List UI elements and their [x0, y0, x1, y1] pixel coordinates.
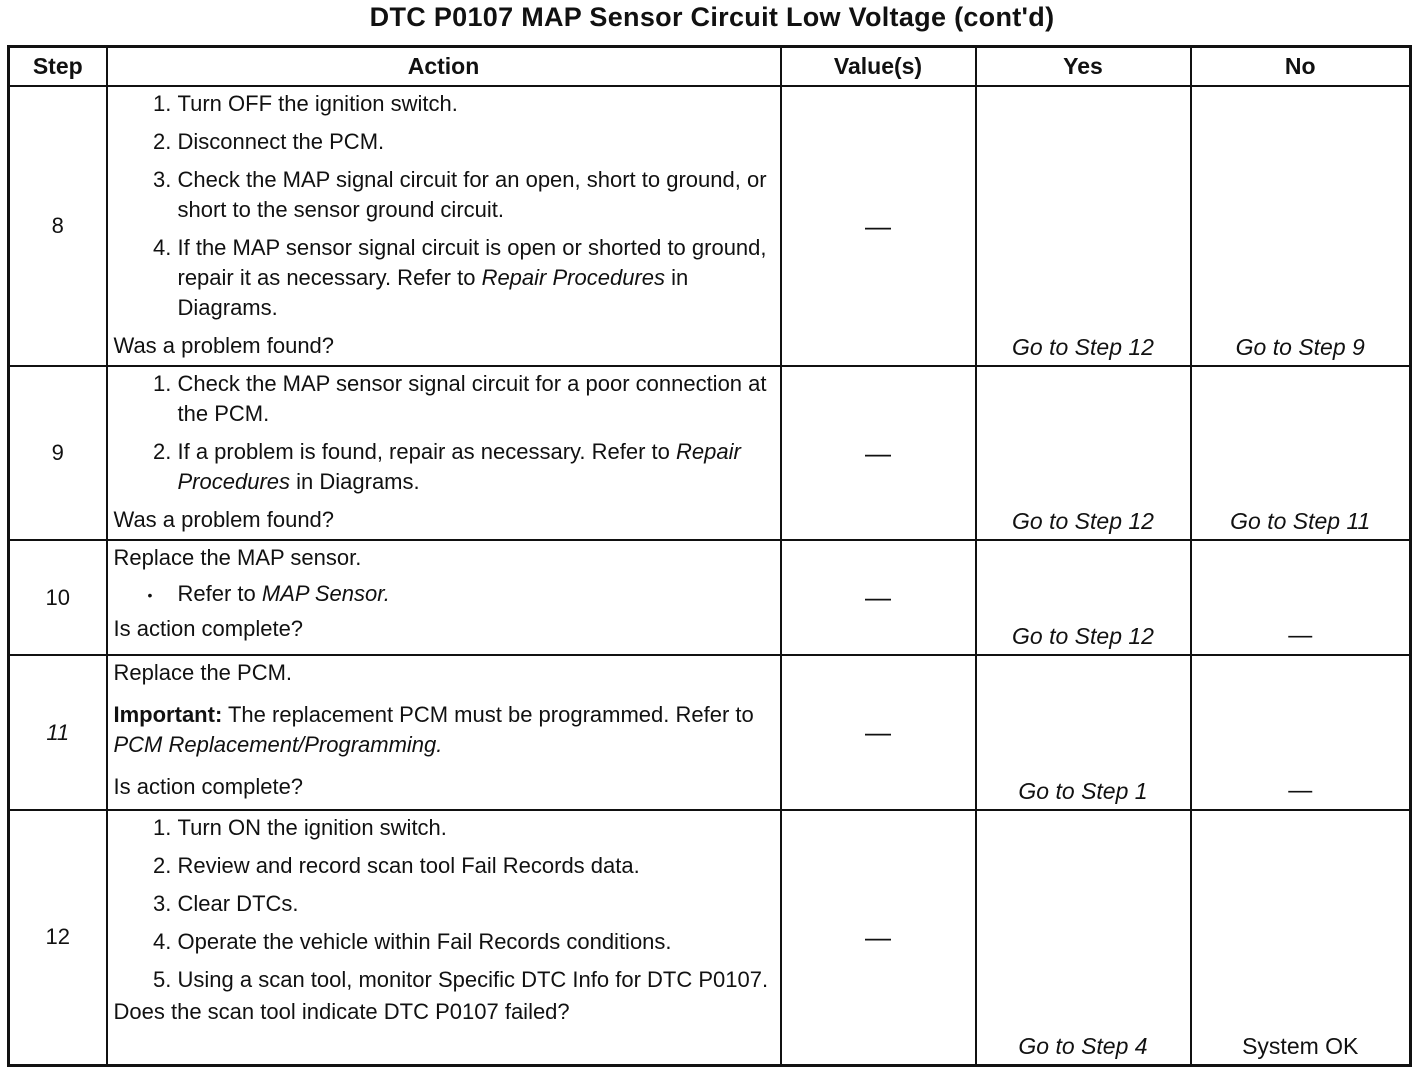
no-cell: —	[1191, 655, 1411, 810]
action-bullet-list	[114, 579, 774, 610]
action-steps-list	[114, 813, 774, 995]
value-cell: —	[781, 810, 976, 1065]
action-cell	[107, 366, 781, 540]
step-number: 8	[9, 86, 107, 366]
header-action: Action	[107, 47, 781, 87]
header-no: No	[1191, 47, 1411, 87]
important-label: Important:	[113, 702, 223, 727]
yes-cell: Go to Step 12	[976, 86, 1191, 366]
action-steps-list	[114, 89, 774, 323]
action-intro: Replace the PCM.	[113, 660, 293, 685]
list-item	[178, 437, 774, 497]
no-cell: System OK	[1191, 810, 1411, 1065]
step-number: 9	[9, 366, 107, 540]
action-question: Does the scan tool indicate DTC P0107 failed?	[113, 999, 570, 1024]
header-yes: Yes	[976, 47, 1191, 87]
step-number: 10	[9, 540, 107, 655]
value-cell: —	[781, 86, 976, 366]
value-cell: —	[781, 540, 976, 655]
list-item: 4. Operate the vehicle within Fail Records conditions.	[178, 927, 774, 957]
list-item-text: If the MAP sensor signal circuit is open or shorted to ground, repair it as necessary. Refer to	[177, 235, 767, 290]
table-row-step-12	[9, 810, 1411, 1065]
list-item	[178, 233, 774, 323]
table-row-step-10	[9, 540, 1411, 655]
list-item-tail: in Diagrams.	[177, 265, 689, 320]
reference-link-text: Repair Procedures	[177, 439, 741, 494]
yes-cell: Go to Step 1	[976, 655, 1191, 810]
reference-link-text: Repair Procedures	[481, 265, 665, 290]
action-question: Is action complete?	[113, 774, 304, 799]
diagnostic-table	[7, 45, 1412, 1067]
value-cell: —	[781, 366, 976, 540]
no-cell: Go to Step 9	[1191, 86, 1411, 366]
action-question: Was a problem found?	[113, 507, 335, 532]
action-cell	[107, 655, 781, 810]
list-item: 3. Check the MAP signal circuit for an open, short to ground, or short to the sensor ground circuit.	[178, 165, 774, 225]
action-intro: Replace the MAP sensor.	[113, 545, 362, 570]
header-step: Step	[9, 47, 107, 87]
list-item: 2. Review and record scan tool Fail Records data.	[178, 851, 774, 881]
action-cell	[107, 540, 781, 655]
reference-link-text: MAP Sensor.	[261, 581, 390, 606]
action-steps-list	[114, 369, 774, 497]
table-row-step-8	[9, 86, 1411, 366]
table-header-row	[9, 47, 1411, 87]
step-number: 12	[9, 810, 107, 1065]
list-item	[148, 579, 774, 610]
table-row-step-11	[9, 655, 1411, 810]
important-note	[114, 700, 774, 760]
header-values: Value(s)	[781, 47, 976, 87]
list-item-text: Refer to	[177, 581, 256, 606]
list-item: 2. Disconnect the PCM.	[178, 127, 774, 157]
list-item: 1. Turn OFF the ignition switch.	[178, 89, 774, 119]
no-cell: —	[1191, 540, 1411, 655]
list-item: 1. Turn ON the ignition switch.	[178, 813, 774, 843]
list-item: 5. Using a scan tool, monitor Specific DTC Info for DTC P0107.	[178, 965, 774, 995]
no-cell: Go to Step 11	[1191, 366, 1411, 540]
value-cell: —	[781, 655, 976, 810]
document-title: DTC P0107 MAP Sensor Circuit Low Voltage (cont'd)	[369, 2, 1055, 32]
action-question: Was a problem found?	[113, 333, 335, 358]
important-text: The replacement PCM must be programmed. Refer to	[227, 702, 754, 727]
list-item-tail: in Diagrams.	[296, 469, 420, 494]
list-item: 3. Clear DTCs.	[178, 889, 774, 919]
action-cell	[107, 86, 781, 366]
step-number: 11	[9, 655, 107, 810]
yes-cell: Go to Step 12	[976, 540, 1191, 655]
list-item: 1. Check the MAP sensor signal circuit for a poor connection at the PCM.	[178, 369, 774, 429]
yes-cell: Go to Step 12	[976, 366, 1191, 540]
yes-cell: Go to Step 4	[976, 810, 1191, 1065]
table-row-step-9	[9, 366, 1411, 540]
list-item-text: If a problem is found, repair as necessary. Refer to	[177, 439, 670, 464]
action-question: Is action complete?	[113, 616, 304, 642]
action-cell	[107, 810, 781, 1065]
reference-link-text: PCM Replacement/Programming.	[113, 732, 443, 757]
